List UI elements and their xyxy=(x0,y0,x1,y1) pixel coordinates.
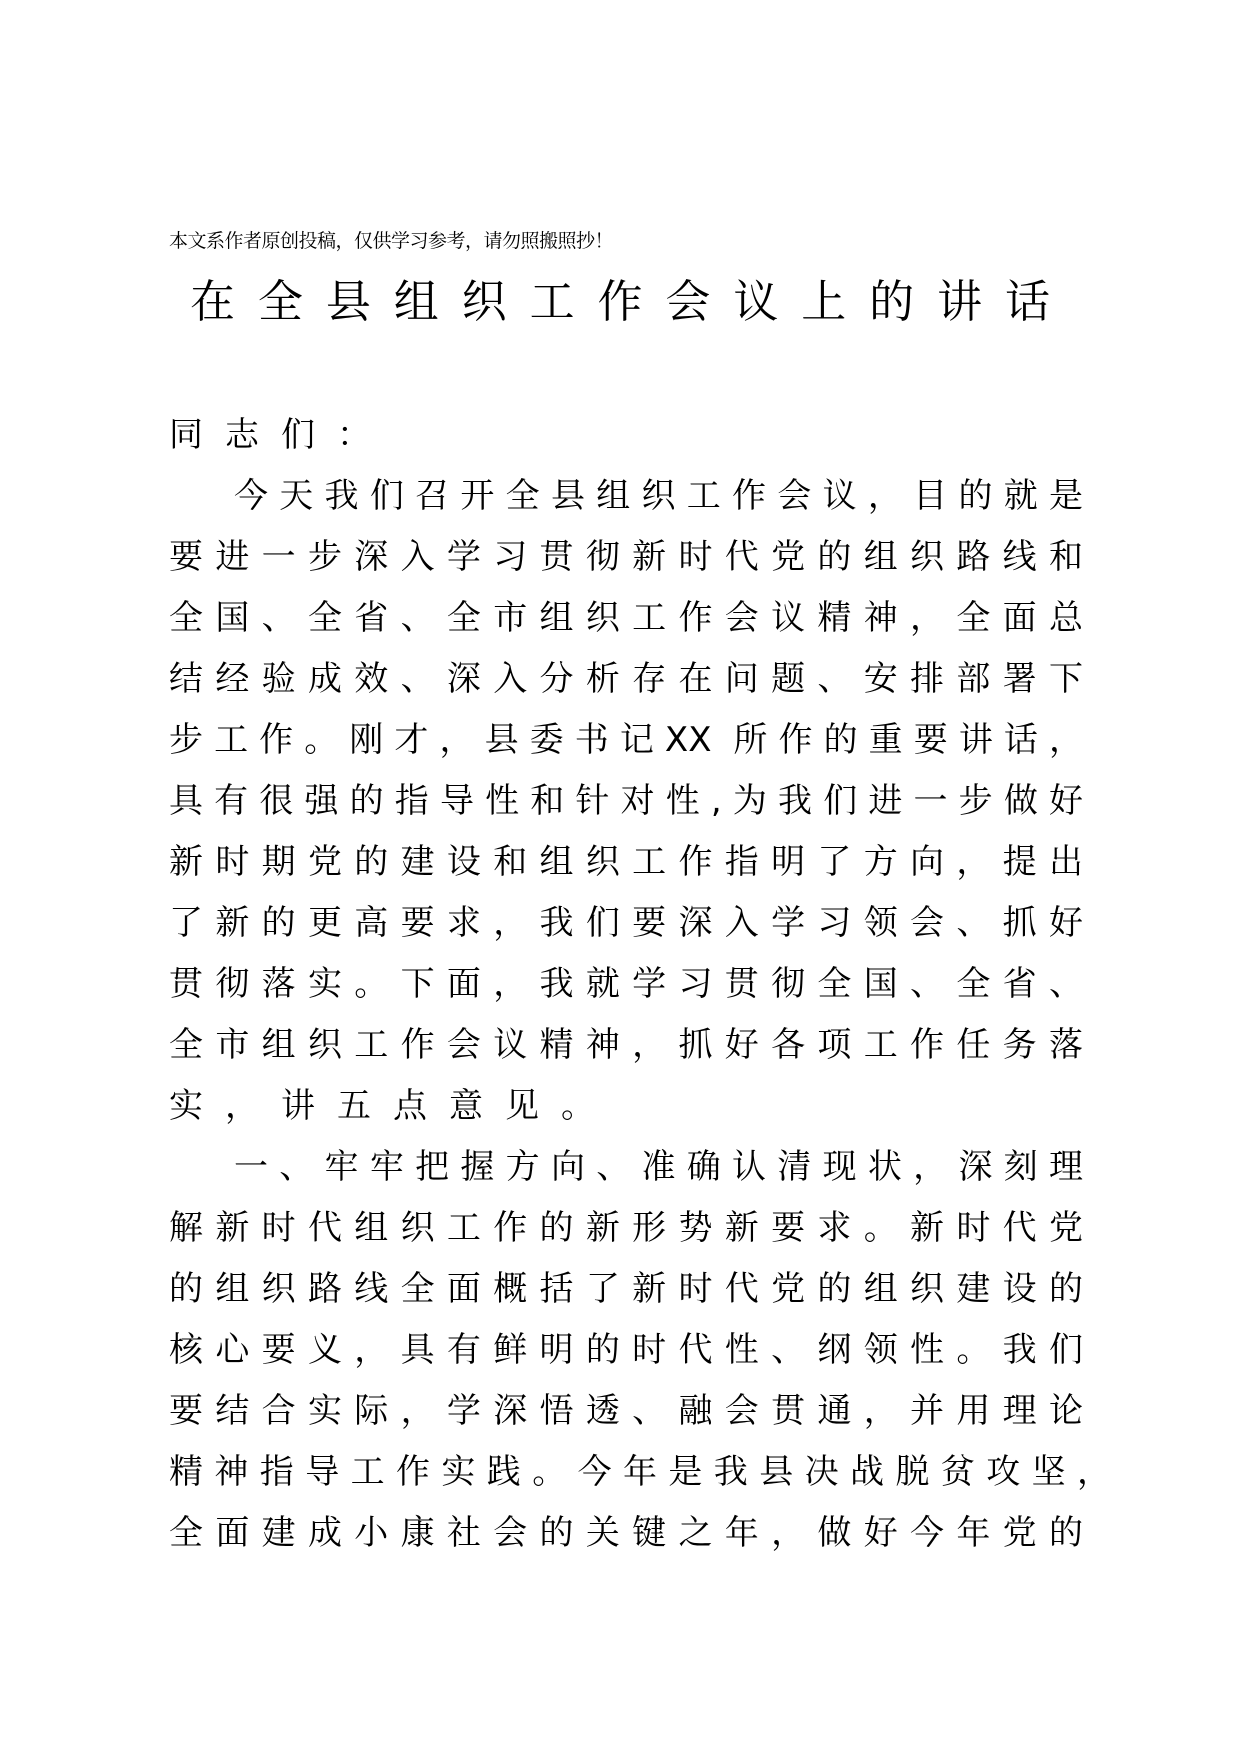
salutation: 同志们： xyxy=(169,415,393,455)
text-line: 解​新​时​代​组​织​工​作​的​新​形​势​新​要​求​。​新​时​代​党 xyxy=(169,1208,1083,1248)
text-line: 全​市​组​织​工​作​会​议​精​神​，​抓​好​各​项​工​作​任​务​落 xyxy=(169,1025,1083,1065)
text-line: 要​进​一​步​深​入​学​习​贯​彻​新​时​代​党​的​组​织​路​线​和 xyxy=(169,537,1083,577)
text-line: 具​有​很​强​的​指​导​性​和​针​对​性​,​为​我​们​进​一​步​做​好 xyxy=(169,781,1083,821)
section-heading-line: 一​、​牢​牢​把​握​方​向​、​准​确​认​清​现​状​，​深​刻​理 xyxy=(234,1147,1083,1187)
text-line: 全​面​建​成​小​康​社​会​的​关​键​之​年​，​做​好​今​年​党​的 xyxy=(169,1513,1083,1553)
text-line: 要​结​合​实​际​，​学​深​悟​透​、​融​会​贯​通​，​并​用​理​论 xyxy=(169,1391,1083,1431)
text-line: 贯​彻​落​实​。​下​面​，​我​就​学​习​贯​彻​全​国​、​全​省​、 xyxy=(169,964,1083,1004)
text-line: 全​国​、​全​省​、​全​市​组​织​工​作​会​议​精​神​，​全​面​总 xyxy=(169,598,1083,638)
text-line: 结​经​验​成​效​、​深​入​分​析​存​在​问​题​、​安​排​部​署​下 xyxy=(169,659,1083,699)
text-line: 的​组​织​路​线​全​面​概​括​了​新​时​代​党​的​组​织​建​设​的 xyxy=(169,1269,1083,1309)
text-line: 新​时​期​党​的​建​设​和​组​织​工​作​指​明​了​方​向​，​提​出 xyxy=(169,842,1083,882)
text-line: 精​神​指​导​工​作​实​践​。​今​年​是​我​县​决​战​脱​贫​攻​坚​， xyxy=(169,1452,1111,1492)
document-title: 在​全​县​组​织​工​作​会​议​上​的​讲​话 xyxy=(190,275,1050,328)
text-line: 步​工​作​。​刚​才​，​县​委​书​记​X​X​ ​所​作​的​重​要​讲​话​， xyxy=(169,720,1083,760)
text-line: 了​新​的​更​高​要​求​，​我​们​要​深​入​学​习​领​会​、​抓​好 xyxy=(169,903,1083,943)
text-line: 实，讲五点意见。 xyxy=(169,1086,617,1126)
text-line: 今​天​我​们​召​开​全​县​组​织​工​作​会​议​，​目​的​就​是 xyxy=(234,476,1083,516)
copyright-notice: 本文系作者原创投稿，仅供学习参考，请勿照搬照抄！ xyxy=(169,230,614,252)
text-line: 核​心​要​义​，​具​有​鲜​明​的​时​代​性​、​纲​领​性​。​我​们 xyxy=(169,1330,1083,1370)
